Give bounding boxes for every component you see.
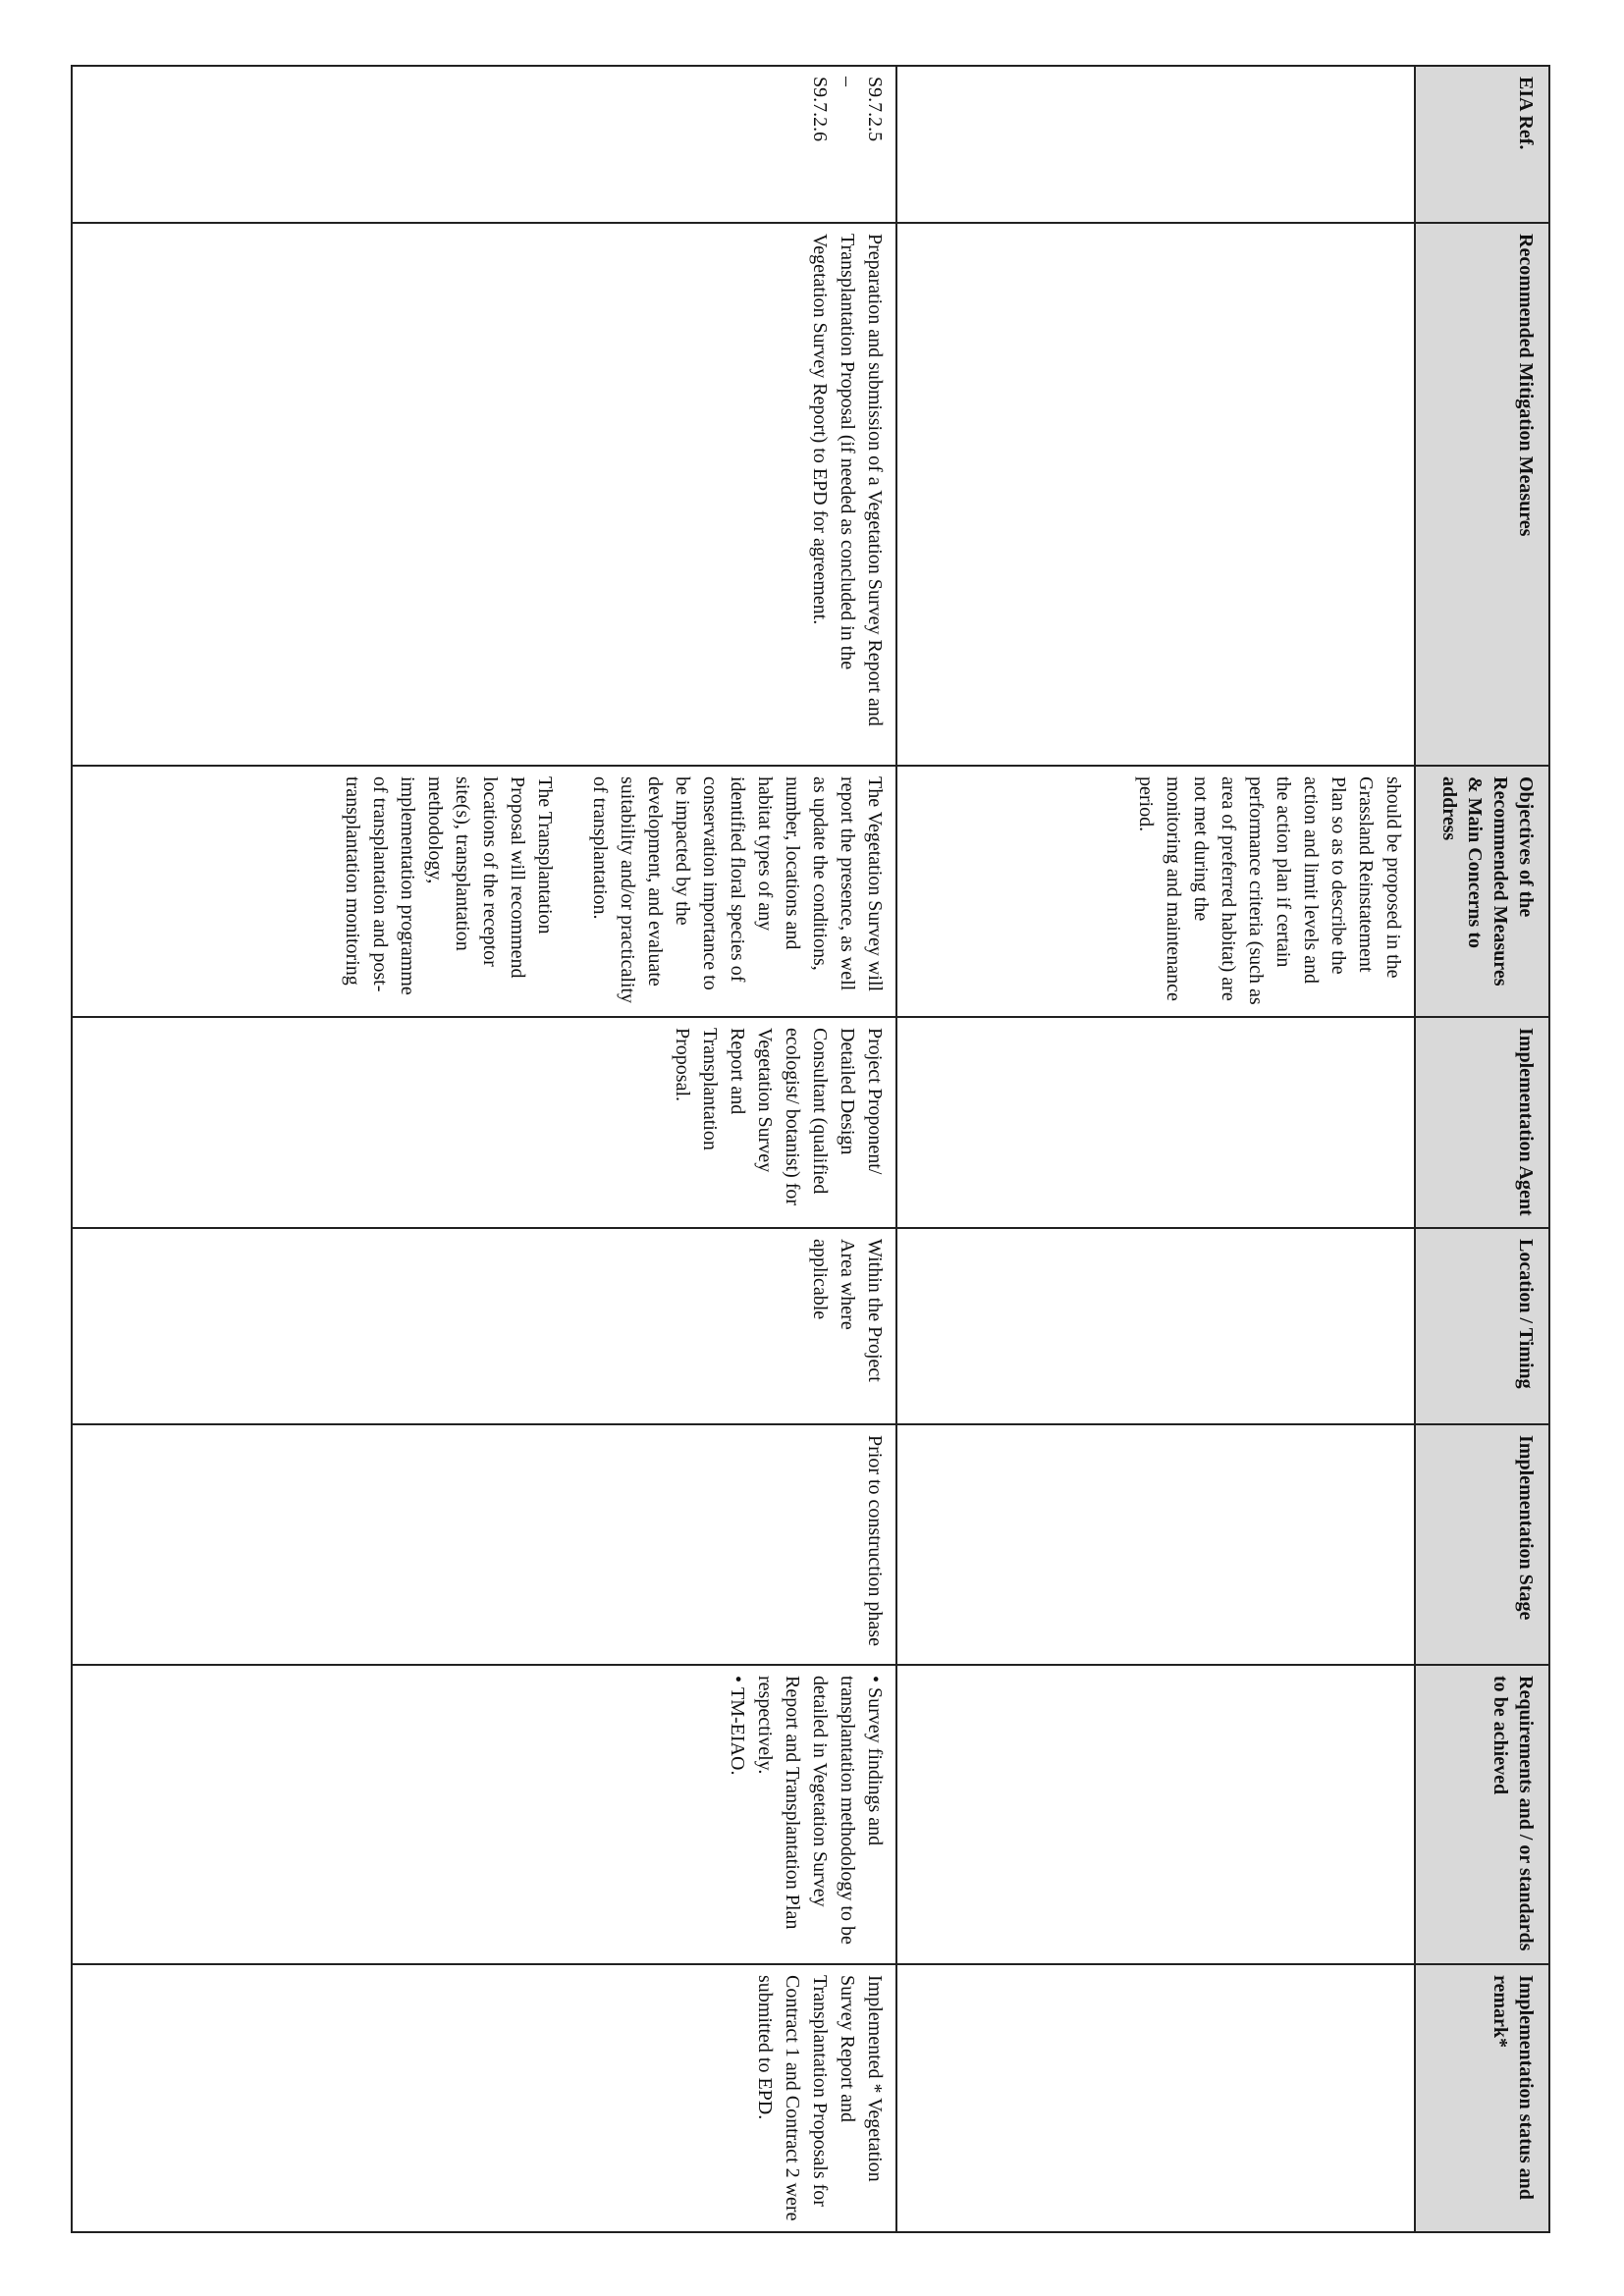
header-requirements: Requirements and / or standards to be achieved bbox=[1415, 1665, 1549, 1964]
requirements-item: • Survey findings and transplantation methodology to be detailed in Vegetation Survey Report and Transplantation Plan respectively. bbox=[751, 1676, 889, 1953]
objectives-cell bbox=[72, 766, 896, 1017]
implementation-stage-cell bbox=[896, 1424, 1415, 1665]
header-implementation-agent: Implementation Agent bbox=[1415, 1017, 1549, 1228]
eia-ref-cell bbox=[72, 66, 896, 223]
header-location-timing: Location / Timing bbox=[1415, 1228, 1549, 1424]
header-eia-ref: EIA Ref. bbox=[1415, 66, 1549, 223]
implementation-status-cell: Implemented * Vegetation Survey Report and Transplantation Proposals for Contract 1 and Contract 2 were submitted to EPD. bbox=[72, 1964, 896, 2232]
requirements-cell bbox=[72, 1665, 896, 1964]
mitigation-measures-page bbox=[73, 65, 1550, 2231]
requirements-item: • TM-EIAO. bbox=[724, 1676, 751, 1953]
eia-ref-cell bbox=[896, 66, 1415, 223]
mitigation-measures-cell: Preparation and submission of a Vegetation Survey Report and Transplantation Proposal (if needed as concluded in the Vegetation Survey Report) to EPD for agreement. bbox=[72, 223, 896, 766]
header-mitigation-measures: Recommended Mitigation Measures bbox=[1415, 223, 1549, 766]
table-row bbox=[896, 66, 1415, 2232]
location-timing-cell: Within the Project Area where applicable bbox=[72, 1228, 896, 1424]
implementation-stage-cell: Prior to construction phase bbox=[72, 1424, 896, 1665]
header-implementation-status: Implementation status and remark* bbox=[1415, 1964, 1549, 2232]
implementation-agent-cell: Project Proponent/ Detailed Design Consultant (qualified ecologist/ botanist) for Vegetation Survey Report and Transplantation Proposal. bbox=[72, 1017, 896, 1228]
objectives-cell bbox=[896, 766, 1415, 1017]
objectives-paragraph: The Transplantation Proposal will recommend locations of the receptor site(s), transplantation methodology, implementation programme of transplantation and post-transplantation monitoring bbox=[342, 776, 556, 995]
objectives-paragraph: The Vegetation Survey will report the presence, as well as update the conditions, number, locations and habitat types of any identified floral species of conservation importance to be impacted by the development, and evaluate suitability and/or practicality of transplantation. bbox=[589, 776, 886, 1004]
implementation-status-cell bbox=[896, 1964, 1415, 2232]
eia-ref-start: S9.7.2.5 bbox=[864, 77, 886, 142]
requirements-cell bbox=[896, 1665, 1415, 1964]
implementation-agent-cell bbox=[896, 1017, 1415, 1228]
header-implementation-stage: Implementation Stage bbox=[1415, 1424, 1549, 1665]
eia-ref-end: S9.7.2.6 bbox=[809, 77, 831, 142]
header-objectives: Objectives of the Recommended Measures & Main Concerns to address bbox=[1415, 766, 1549, 1017]
eia-ref-dash: – bbox=[837, 77, 858, 86]
location-timing-cell bbox=[896, 1228, 1415, 1424]
objectives-paragraph: should be proposed in the Grassland Reinstatement Plan so as to describe the action and limit levels and the action plan if certain performance criteria (such as area of preferred habitat) are not met during the monitoring and maintenance period. bbox=[1135, 776, 1404, 1005]
mitigation-measures-table bbox=[71, 65, 1550, 2233]
table-row bbox=[72, 66, 896, 2232]
requirements-list bbox=[724, 1676, 889, 1953]
mitigation-measures-cell bbox=[896, 223, 1415, 766]
header-row bbox=[1415, 66, 1549, 2232]
